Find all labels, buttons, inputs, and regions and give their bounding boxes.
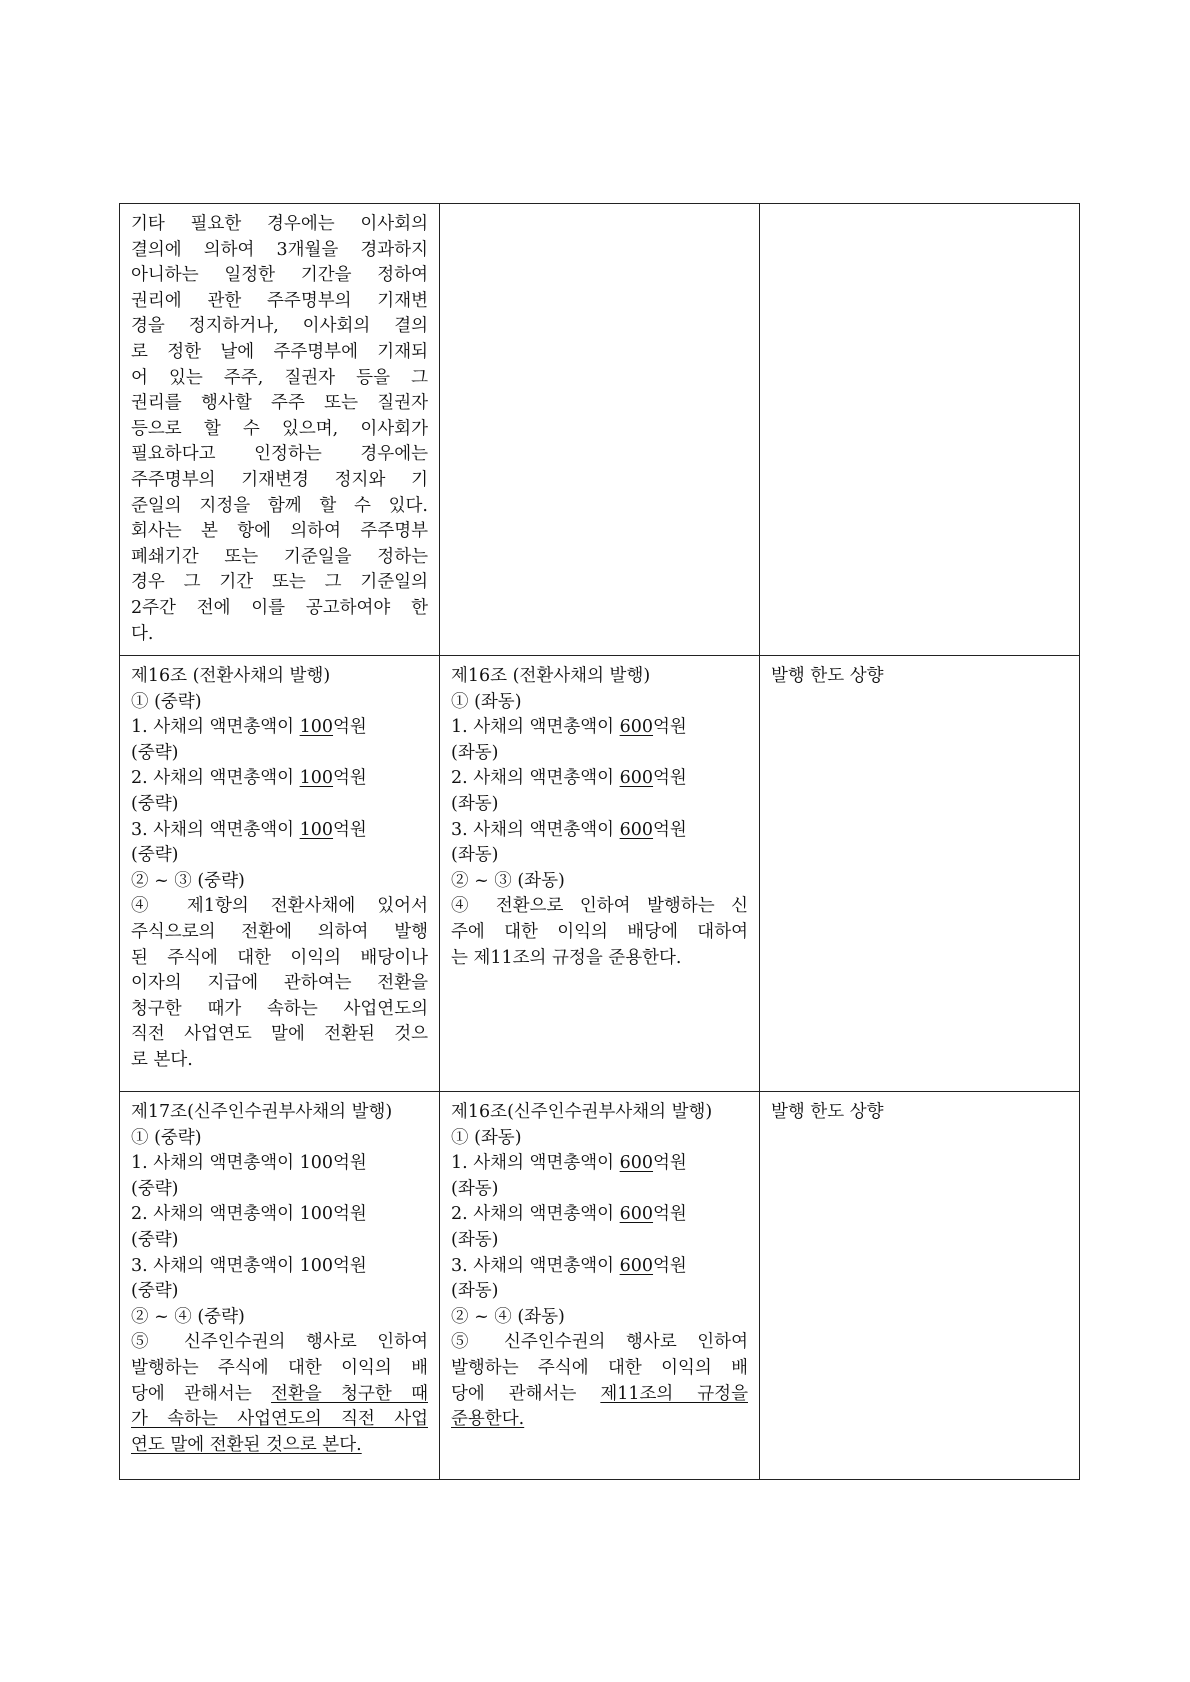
new-text-cell xyxy=(440,656,760,1092)
item-line: 3. 사채의 액면총액이 100억원 xyxy=(131,819,367,840)
same-note: (좌동) xyxy=(451,845,499,866)
paragraph-2-3: ② ~ ③ (중략) xyxy=(131,870,245,891)
reason-text: 발행 한도 상향 xyxy=(771,1102,884,1122)
underlined-change: 전환을 청구한 때 xyxy=(271,1383,428,1404)
amount: 600 xyxy=(619,1153,654,1174)
text-line: 결의에 의하여 3개월을 경과하지 xyxy=(131,239,428,260)
text-line: 당에 관해서는 전환을 청구한 때 xyxy=(131,1383,428,1404)
reason-cell xyxy=(760,1092,1080,1480)
text-line xyxy=(131,1407,428,1433)
item-line: 1. 사채의 액면총액이 100억원 xyxy=(131,717,367,738)
paragraph-1: ① (중략) xyxy=(131,691,202,712)
paragraph-2-4: ② ~ ④ (좌동) xyxy=(451,1306,565,1327)
text-line: 청구한 때가 속하는 사업연도의 xyxy=(131,998,428,1019)
item-line: 2. 사채의 액면총액이 600억원 xyxy=(451,768,687,789)
text-line: 2주간 전에 이를 공고하여야 한 xyxy=(131,597,428,618)
reason-text: 발행 한도 상향 xyxy=(771,666,884,686)
item-line: 1. 사채의 액면총액이 100억원 xyxy=(131,1153,367,1174)
amount: 600 xyxy=(619,819,654,840)
underlined-change: 준용한다. xyxy=(451,1409,525,1430)
item-line: 2. 사채의 액면총액이 600억원 xyxy=(451,1204,687,1225)
omit-note: (중략) xyxy=(131,845,179,866)
article-title: 제16조 (전환사채의 발행) xyxy=(131,666,331,686)
text-line: 로 본다. xyxy=(131,1049,193,1070)
text-line: 어 있는 주주, 질권자 등을 그 xyxy=(131,367,428,388)
text-line xyxy=(131,1433,428,1459)
text-line xyxy=(451,1407,748,1433)
text-line: 아니하는 일정한 기간을 정하여 xyxy=(131,265,428,286)
underlined-change: 연도 말에 전환된 것으로 본다. xyxy=(131,1434,362,1455)
amount: 100 xyxy=(299,819,334,840)
text-line: 권리에 관한 주주명부의 기재변 xyxy=(131,290,428,311)
paragraph-2-4: ② ~ ④ (중략) xyxy=(131,1306,245,1327)
underlined-change: 제11조의 규정을 xyxy=(600,1383,748,1404)
new-text-cell xyxy=(440,204,760,656)
item-line: 3. 사채의 액면총액이 100억원 xyxy=(131,1255,367,1276)
item-line: 2. 사채의 액면총액이 100억원 xyxy=(131,1204,367,1225)
paragraph-1: ① (중략) xyxy=(131,1127,202,1148)
new-text-cell xyxy=(440,1092,760,1480)
text-line: 직전 사업연도 말에 전환된 것으 xyxy=(131,1024,428,1045)
same-note: (좌동) xyxy=(451,793,499,814)
omit-note: (중략) xyxy=(131,793,179,814)
table-row xyxy=(120,1092,1080,1480)
text-line: 권리를 행사할 주주 또는 질권자 xyxy=(131,393,428,414)
text-line: ⑤ 신주인수권의 행사로 인하여 xyxy=(451,1332,748,1353)
old-text-cell xyxy=(120,1092,440,1480)
text-line: 발행하는 주식에 대한 이익의 배 xyxy=(451,1357,748,1378)
text-line: 다. xyxy=(131,623,154,644)
text-line: 주식으로의 전환에 의하여 발행 xyxy=(131,921,428,942)
item-line: 2. 사채의 액면총액이 100억원 xyxy=(131,768,367,789)
omit-note: (중략) xyxy=(131,1229,179,1250)
amount: 100 xyxy=(299,717,334,738)
paragraph-2-3: ② ~ ③ (좌동) xyxy=(451,870,565,891)
item-line: 3. 사채의 액면총액이 600억원 xyxy=(451,1255,687,1276)
item-line: 1. 사채의 액면총액이 600억원 xyxy=(451,717,687,738)
omit-note: (중략) xyxy=(131,1281,179,1302)
text-line: 된 주식에 대한 이익의 배당이나 xyxy=(131,947,428,968)
amount: 600 xyxy=(619,1255,654,1276)
reason-cell xyxy=(760,656,1080,1092)
amendment-table xyxy=(119,203,1080,1480)
same-note: (좌동) xyxy=(451,1178,499,1199)
text-line: 폐쇄기간 또는 기준일을 정하는 xyxy=(131,546,428,567)
same-note: (좌동) xyxy=(451,1281,499,1302)
paragraph-1: ① (좌동) xyxy=(451,1127,522,1148)
text-line: ④ 전환으로 인하여 발행하는 신 xyxy=(451,896,748,917)
old-text-cell xyxy=(120,204,440,656)
text-line: 는 제11조의 규정을 준용한다. xyxy=(451,947,682,968)
item-line: 1. 사채의 액면총액이 600억원 xyxy=(451,1153,687,1174)
text-line: 로 정한 날에 주주명부에 기재되 xyxy=(131,341,428,362)
article-title: 제16조(신주인수권부사채의 발행) xyxy=(451,1102,713,1122)
old-text-cell xyxy=(120,656,440,1092)
text-line: ④ 제1항의 전환사채에 있어서 xyxy=(131,896,428,917)
text-line: 필요하다고 인정하는 경우에는 xyxy=(131,444,428,465)
amount: 600 xyxy=(619,1204,654,1225)
text-line: 회사는 본 항에 의하여 주주명부 xyxy=(131,521,428,542)
text-line: ⑤ 신주인수권의 행사로 인하여 xyxy=(131,1332,428,1353)
text-line: 준일의 지정을 함께 할 수 있다. xyxy=(131,495,428,516)
underlined-change: 가 속하는 사업연도의 직전 사업 xyxy=(131,1409,428,1430)
same-note: (좌동) xyxy=(451,742,499,763)
text-line: 기타 필요한 경우에는 이사회의 xyxy=(131,214,428,234)
table-row xyxy=(120,204,1080,656)
item-line: 3. 사채의 액면총액이 600억원 xyxy=(451,819,687,840)
omit-note: (중략) xyxy=(131,1178,179,1199)
text-line: 주에 대한 이익의 배당에 대하여 xyxy=(451,921,748,942)
text-line: 발행하는 주식에 대한 이익의 배 xyxy=(131,1357,428,1378)
article-title: 제16조 (전환사채의 발행) xyxy=(451,666,651,686)
article-title: 제17조(신주인수권부사채의 발행) xyxy=(131,1102,393,1122)
table-row xyxy=(120,656,1080,1092)
text-line: 이자의 지급에 관하여는 전환을 xyxy=(131,973,428,994)
amount: 100 xyxy=(299,768,334,789)
text-line: 주주명부의 기재변경 정지와 기 xyxy=(131,469,428,490)
same-note: (좌동) xyxy=(451,1229,499,1250)
paragraph-1: ① (좌동) xyxy=(451,691,522,712)
omit-note: (중략) xyxy=(131,742,179,763)
amount: 600 xyxy=(619,768,654,789)
reason-cell xyxy=(760,204,1080,656)
text-line: 경우 그 기간 또는 그 기준일의 xyxy=(131,572,428,593)
amount: 600 xyxy=(619,717,654,738)
text-line: 당에 관해서는 제11조의 규정을 xyxy=(451,1383,748,1404)
text-line: 등으로 할 수 있으며, 이사회가 xyxy=(131,418,428,439)
text-line: 경을 정지하거나, 이사회의 결의 xyxy=(131,316,428,337)
